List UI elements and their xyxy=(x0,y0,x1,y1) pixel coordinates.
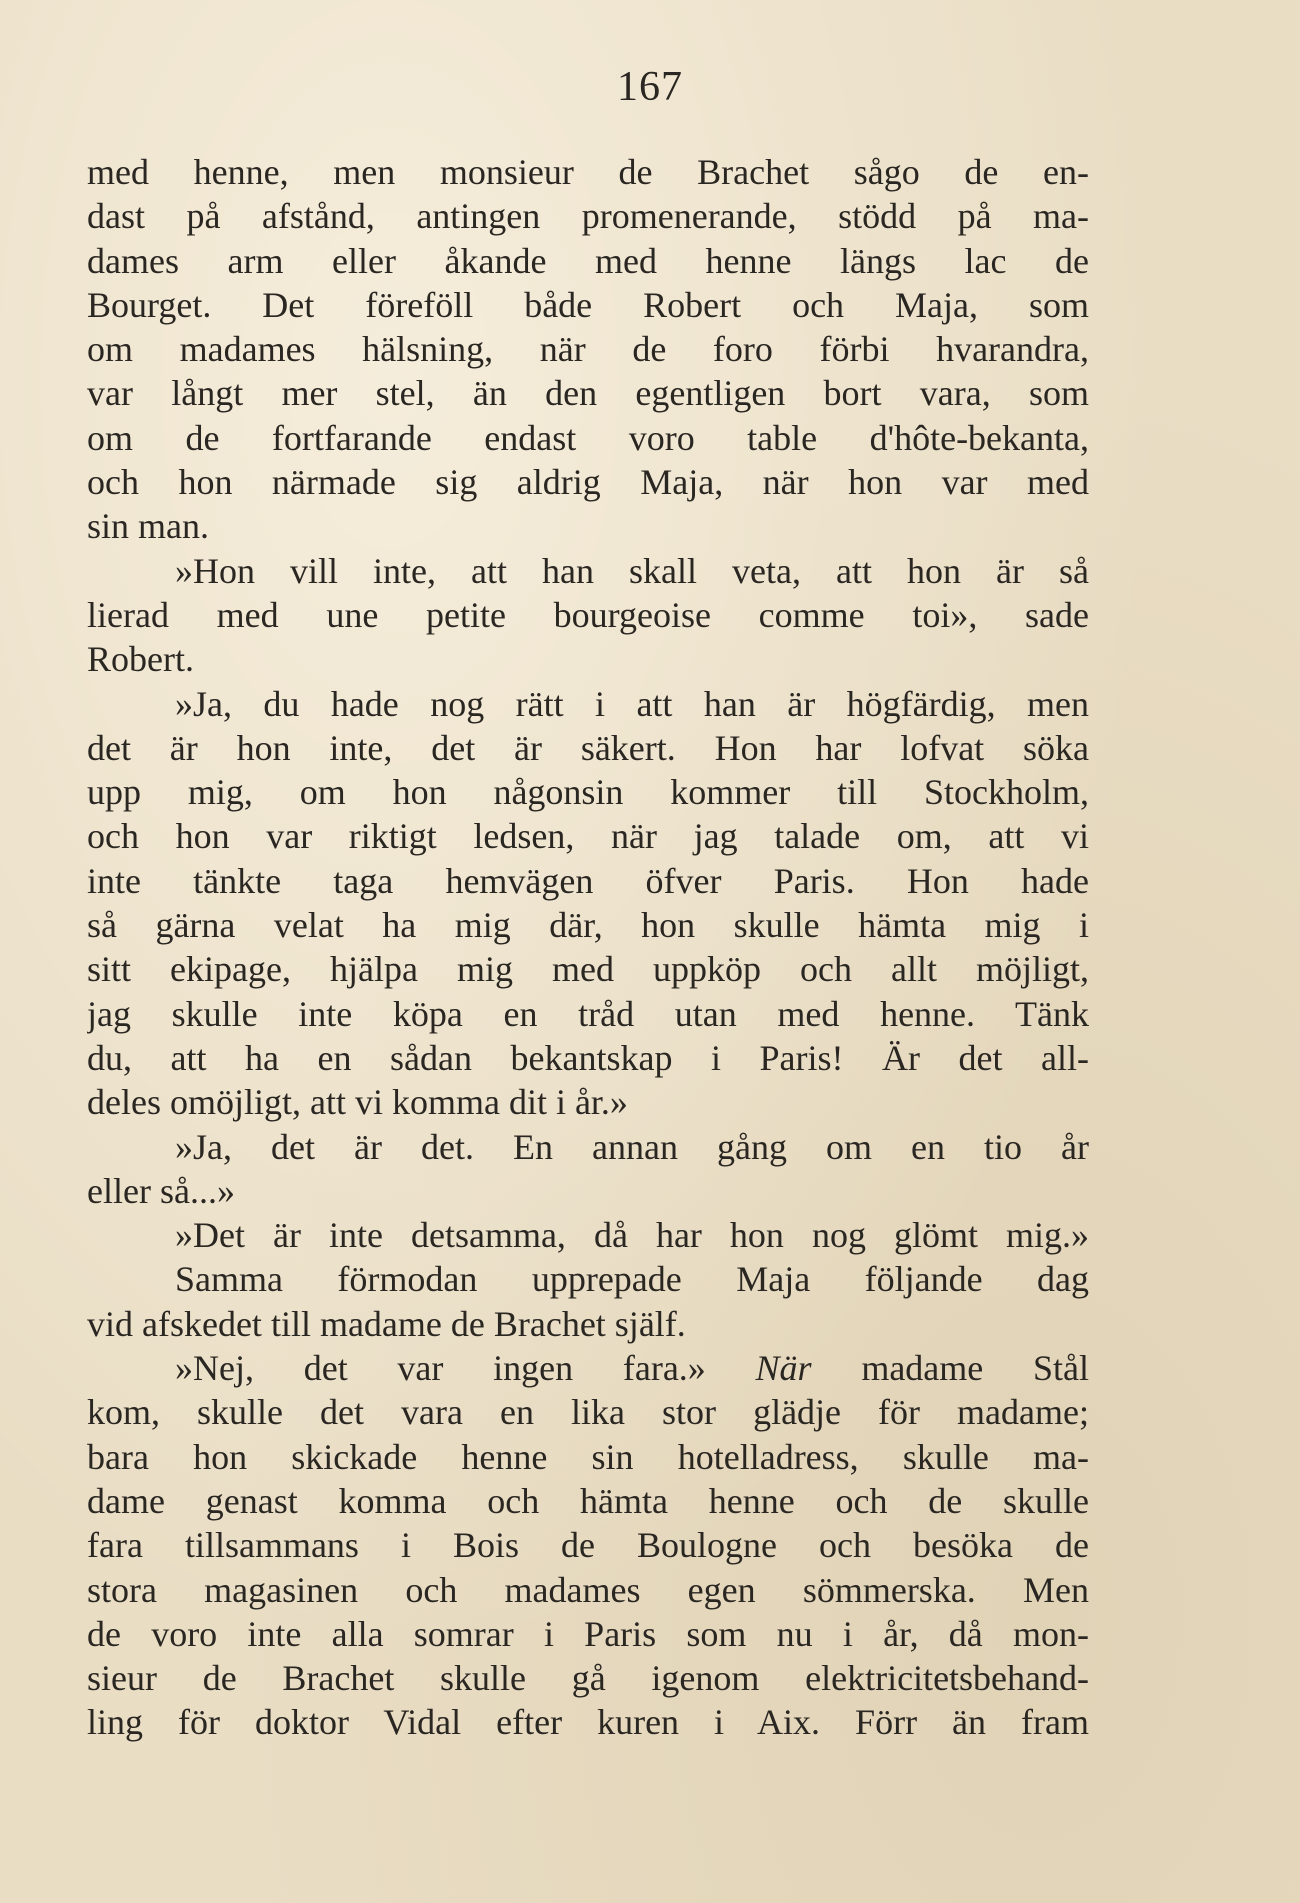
text-line: det är hon inte, det är säkert. Hon har lofvat söka xyxy=(87,727,1089,768)
text-line: upp mig, om hon någonsin kommer till Stockholm, xyxy=(87,772,1089,813)
body-text xyxy=(87,150,1089,1745)
text-line: sitt ekipage, hjälpa mig med uppköp och allt möjligt, xyxy=(87,949,1089,990)
text-line: du, att ha en sådan bekantskap i Paris! Är det all- xyxy=(87,1037,1089,1078)
text-line: fara tillsammans i Bois de Boulogne och besöka de xyxy=(87,1525,1089,1566)
text-line: dast på afstånd, antingen promenerande, stödd på ma- xyxy=(87,196,1089,237)
text-line: de voro inte alla somrar i Paris som nu i år, då mon- xyxy=(87,1613,1089,1654)
text-line: stora magasinen och madames egen sömmerska. Men xyxy=(87,1569,1089,1610)
text-line: Samma förmodan upprepade Maja följande dag xyxy=(175,1259,1089,1300)
text-segment: »Nej, det var ingen fara.» xyxy=(175,1348,756,1389)
text-line: inte tänkte taga hemvägen öfver Paris. Hon hade xyxy=(87,860,1089,901)
text-line: Robert. xyxy=(87,639,194,680)
text-line: ling för doktor Vidal efter kuren i Aix. Förr än fram xyxy=(87,1702,1089,1743)
text-line: vid afskedet till madame de Brachet själf. xyxy=(87,1303,686,1344)
text-line: »Ja, du hade nog rätt i att han är högfärdig, men xyxy=(175,683,1089,724)
text-line: om de fortfarande endast voro table d'hôte-bekanta, xyxy=(87,417,1089,458)
text-line: om madames hälsning, när de foro förbi hvarandra, xyxy=(87,329,1089,370)
text-line: »Det är inte detsamma, då har hon nog glömt mig.» xyxy=(175,1215,1089,1256)
text-line: dames arm eller åkande med henne längs lac de xyxy=(87,240,1089,281)
text-line: kom, skulle det vara en lika stor glädje för madame; xyxy=(87,1392,1089,1433)
text-line: dame genast komma och hämta henne och de skulle xyxy=(87,1480,1089,1521)
text-line: med henne, men monsieur de Brachet sågo de en- xyxy=(87,152,1089,192)
text-line: bara hon skickade henne sin hotelladress, skulle ma- xyxy=(87,1436,1089,1477)
text-line: och hon närmade sig aldrig Maja, när hon var med xyxy=(87,462,1089,503)
text-line: så gärna velat ha mig där, hon skulle hämta mig i xyxy=(87,905,1089,946)
text-line: sieur de Brachet skulle gå igenom elektricitetsbehand- xyxy=(87,1658,1089,1699)
text-segment: madame Stål xyxy=(811,1348,1089,1389)
text-line: eller så...» xyxy=(87,1170,235,1211)
page-number: 167 xyxy=(617,64,683,110)
text-line: »Hon vill inte, att han skall veta, att hon är så xyxy=(175,550,1089,591)
text-line: »Ja, det är det. En annan gång om en tio år xyxy=(175,1126,1089,1167)
italic-word: När xyxy=(755,1348,812,1389)
text-line: Bourget. Det föreföll både Robert och Maja, som xyxy=(87,284,1089,325)
text-line: lierad med une petite bourgeoise comme toi», sade xyxy=(87,594,1089,635)
text-line: var långt mer stel, än den egentligen bort vara, som xyxy=(87,373,1089,414)
text-line: jag skulle inte köpa en tråd utan med henne. Tänk xyxy=(87,993,1089,1034)
text-line-with-italic xyxy=(87,1346,1089,1390)
text-line: deles omöjligt, att vi komma dit i år.» xyxy=(87,1082,628,1123)
text-line: och hon var riktigt ledsen, när jag talade om, att vi xyxy=(87,816,1089,857)
text-line: sin man. xyxy=(87,506,209,547)
